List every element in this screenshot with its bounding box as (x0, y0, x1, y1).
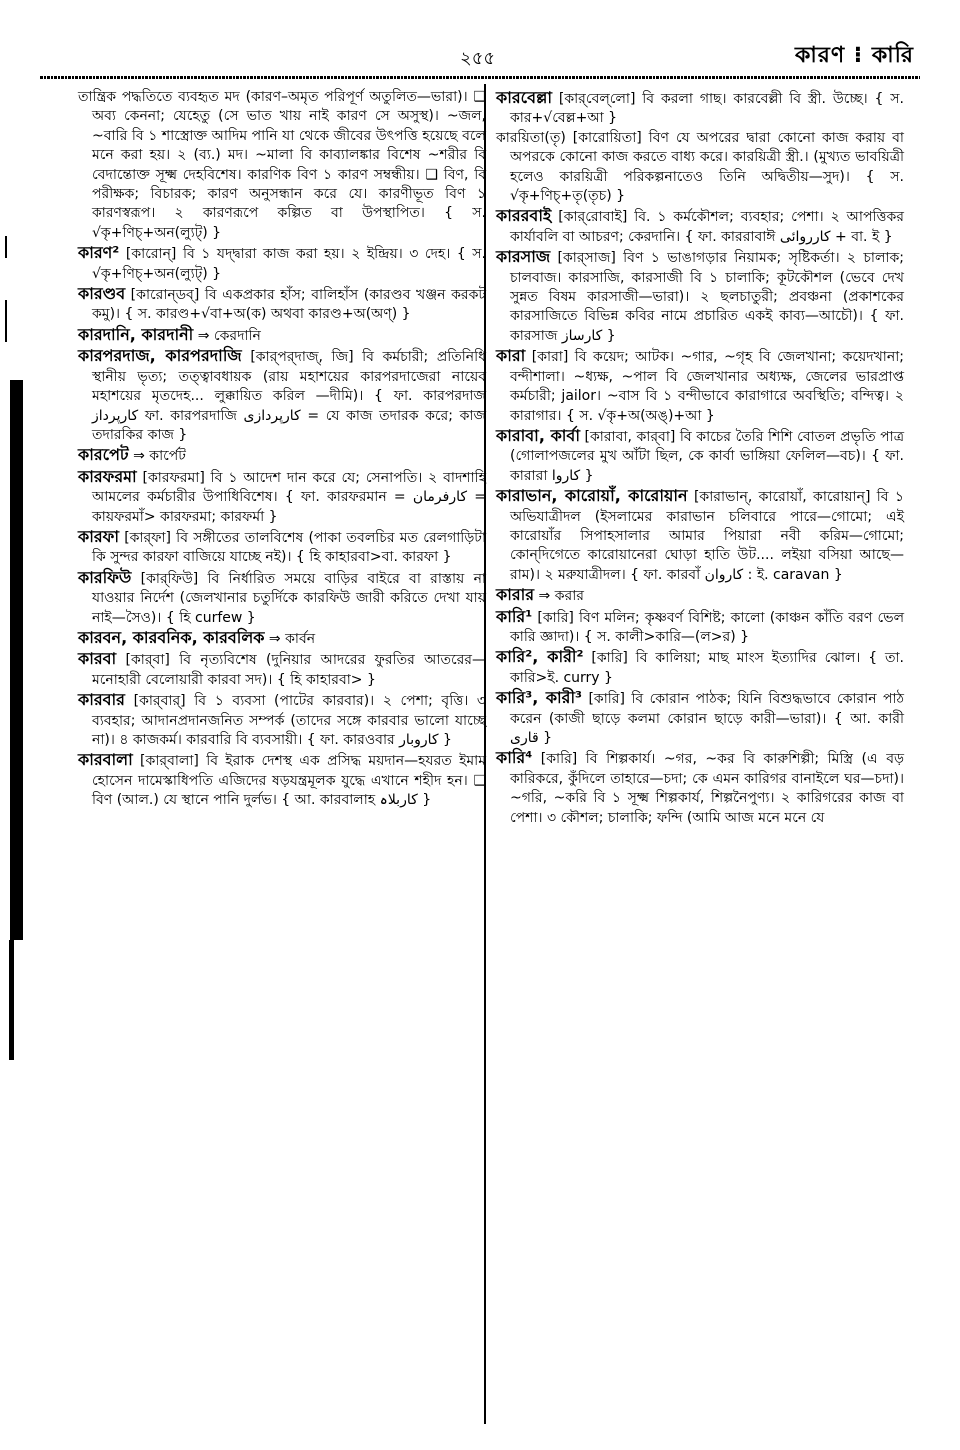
headword: কারবেল্লা (496, 88, 552, 107)
header-rule (40, 76, 920, 79)
right-column (496, 88, 904, 828)
headword: কারণ্ডব (78, 284, 126, 304)
dictionary-entry: কারফিউ [কার্‌ফিউ] বি নির্ধারিত সময়ে বাড়ির বাইরে বা রাস্তায় না যাওয়ার নির্দেশ (জেলখানার চতুর্দিকে কারফিউ জারী করিতে দেখা যায় নাই—সৈও)। { হি curfew } (78, 567, 486, 626)
headword: কারি⁴ (496, 748, 533, 768)
dictionary-entry: কারপেট ⇒ কার্পেট (78, 445, 186, 465)
dictionary-entry: কারয়িতা(তৃ) [কারোয়িতা] বিণ যে অপরের দ্বারা কোনো কাজ করায় বা অপরকে কোনো কাজ করতে বাধ্য করে। কারয়িত্রী স্ত্রী.। (মুখ্যত ভাবয়িত্রী হলেও কারয়িত্রী পরিকল্পনাতেও তিনি অদ্বিতীয়—সুদ)। { স. √কৃ+ণিচ্+তৃ(তৃচ) } (496, 129, 904, 205)
dictionary-entry: কারবালা [কার্‌বালা] বি ইরাক দেশস্থ এক প্রসিদ্ধ ময়দান—হযরত ইমাম হোসেন দামেস্কাধিপতি এজিদের ষড়যন্ত্রমূলক যুদ্ধে এখানে শহীদ হন। ❑ বিণ (আল.) যে স্থানে পানি দুর্লভ। { আ. কারবালাহ کاربلاہ } (78, 750, 486, 809)
headword: কারাবা, কার্বা (496, 425, 580, 445)
headword: কারি³, কারী³ (496, 688, 583, 708)
dictionary-entry: কারবন, কারবনিক, কারবলিক ⇒ কার্বন (78, 627, 316, 647)
dictionary-entry: কারি², কারী² [কারি] বি কালিয়া; মাছ মাংস ইত্যাদির ঝোল। { তা. কারি>ই. curry } (496, 647, 904, 686)
dictionary-entry: কারি¹ [কারি] বিণ মলিন; কৃষ্ণবর্ণ বিশিষ্ট; কালো (কাঞ্চন কাঁতি বরণ ভেল কারি জ্ঞাদা)। { স. কালী>কারি—(ল>র) } (496, 606, 904, 645)
binding-shadow (5, 300, 7, 342)
headword: কাররবাই (496, 206, 552, 226)
dictionary-entry: কারাবা, কার্বা [কারাবা, কার্‌বা] বি কাচের তৈরি শিশি বোতল প্রভৃতি পাত্র (গোলাপজলের মুখ আঁটা ছিল, কে কার্বা ভাঙ্গিয়া ফেলিল—বচ)। { ফা. কারারা کاروا } (496, 425, 904, 484)
dictionary-entry: কারি⁴ [কারি] বি শিল্পকার্য। ~গর, ~কর বি কারুশিল্পী; মিস্ত্রি (এ বড় কারিকরে, কুঁদিলে তাহারে—চদা; কে এমন কারিগর বানাইলে ঘর—চদা)। ~গরি, ~করি বি ১ সূক্ষ্ম শিল্পকার্য, শিল্পনৈপুণ্য। ২ কারিগরের কাজ বা পেশা। ৩ কৌশল; চালাকি; ফন্দি (আমি আজ মনে মনে যে (496, 748, 904, 826)
dictionary-entry: কারণ্ডব [কারোন্‌ডব্] বি একপ্রকার হাঁস; বালিহাঁস (কারণ্ডব খঞ্জন করকট কমু)। { স. কারণ্ড+√বা+অ(ক) অথবা কারণ্ড+অ(অণ্) } (78, 284, 486, 323)
headword: কারণ² (78, 243, 120, 263)
headword: কারপরদাজ, কারপরদাজি (78, 346, 242, 366)
headword: কারাভান, কারোয়াঁ, কারোয়ান (496, 486, 688, 506)
headword: কারফা (78, 526, 119, 546)
headword: কারফিউ (78, 567, 132, 587)
dictionary-entry: কারবেল্লা [কার্‌বেল্‌লো] বি করলা গাছ। কারবেল্লী বি স্ত্রী. উচ্ছে। { স. কার+√বেল্ল+আ } (496, 88, 904, 127)
headword: কারদানি, কারদানী (78, 324, 194, 344)
binding-edge (9, 940, 14, 1060)
headword: কারবার (78, 690, 125, 710)
dictionary-entry: কারার ⇒ করার (496, 585, 584, 605)
headword: কারবন, কারবনিক, কারবলিক (78, 627, 265, 647)
dictionary-entry: কারাভান, কারোয়াঁ, কারোয়ান [কারাভান্, কারোয়াঁ, কারোয়ান্] বি ১ অভিযাত্রীদল (ইসলামের কারাভান চলিবারে পারে—গোমো; এই কারোয়াঁর সিপাহসালার আমার পিয়ারা নবী করিম—গোমো; কোন্‌দিগেতে কারোয়ানেরা ঘোড়া হাতি উট.... লইয়া বসিয়া আছে—রাম)। ২ মরুযাত্রীদল। { ফা. কারবাঁ کاروان : ই. caravan } (496, 486, 904, 583)
headword: কারবা (78, 649, 117, 669)
headword: কারবালা (78, 750, 133, 770)
headword: কারপেট (78, 445, 129, 465)
dictionary-entry: কারবার [কার্‌বার্] বি ১ ব্যবসা (পাটের কারবার)। ২ পেশা; বৃত্তি। ৩ ব্যবহার; আদানপ্রদানজনিত সম্পর্ক (তাদের সঙ্গে কারবার ভালো যাচ্ছে না)। ৪ কাজকর্ম। কারবারি বি ব্যবসায়ী। { ফা. কারওবার کاروبار } (78, 690, 486, 748)
headword: কারি², কারী² (496, 647, 584, 667)
guide-words: কারণ ⁝ কারি (794, 43, 914, 68)
dictionary-entry: কারবা [কার্‌বা] বি নৃত্যবিশেষ (দুনিয়ার আদরের ফুরতির আতরের—মনোহারী বেলোয়ারী কারবা সদ)। { হি কাহারবা> } (78, 649, 486, 688)
dictionary-entry: কারফরমা [কারফরমা] বি ১ আদেশ দান করে যে; সেনাপতি। ২ বাদশাহি আমলের কর্মচারীর উপাধিবিশেষ। { ফা. কারফরমান = کارفرمان = কায়ফরমাঁ> কারফরমা; কারফর্মা } (78, 466, 486, 525)
headword: কারার (496, 585, 535, 605)
dictionary-entry: তান্ত্রিক পদ্ধতিতে ব্যবহৃত মদ (কারণ–অমৃত পরিপূর্ণ অতুলিত—ভারা)। ❑ অব্য কেননা; যেহেতু (সে ভাত খায় নাই কারণ সে অসুস্থ)। ~জল, ~বারি বি ১ শাস্ত্রোক্ত আদিম পানি যা থেকে জীবের উৎপত্তি হয়েছে বলে মনে করা হয়। ২ (ব্য.) মদ। ~মালা বি কাব্যালঙ্কার বিশেষ ~শরীর বি বেদান্তোক্ত সূক্ষ্ম দেহবিশেষ। কারণিক বিণ ১ কারণ সম্বন্ধীয়। ❑ বিণ, বি পরীক্ষক; বিচারক; কারণ অনুসন্ধান করে যে। কারণীভূত বিণ ১ কারণস্বরূপ। ২ কারণরূপে কল্পিত বা উপস্থাপিত। { স. √কৃ+ণিচ্+অন(ল্যুট্) } (78, 89, 486, 241)
headword: কারা (496, 346, 526, 366)
headword: কারি¹ (496, 606, 533, 626)
dictionary-entry: কারণ² [কারোন্] বি ১ যদ্দ্বারা কাজ করা হয়। ২ ইন্দ্রিয়। ৩ দেহ। { স. √কৃ+ণিচ্+অন(ল্যুট্) } (78, 243, 486, 282)
dictionary-entry: কাররবাই [কার্‌রোবাই] বি. ১ কর্মকৌশল; ব্যবহার; পেশা। ২ আপত্তিকর কার্যাবলি বা আচরণ; কেরদানি। { ফা. কাররাবাঈ کارروائی + বা. ই } (496, 206, 904, 245)
binding-edge (10, 380, 23, 940)
binding-shadow (5, 236, 7, 258)
page-number: ২৫৫ (460, 48, 496, 69)
dictionary-entry: কারা [কারা] বি কয়েদ; আটক। ~গার, ~গৃহ বি জেলখানা; কয়েদখানা; বন্দীশালা। ~ধ্যক্ষ, ~পাল বি জেলখানার অধ্যক্ষ, জেলের ভারপ্রাপ্ত কর্মচারী; jailor। ~বাস বি ১ বন্দীভাবে কারাগারে অবস্থিতি; বন্দিত্ব। ২ কারাগার। { স. √কৃ+অ(অঙ্)+আ } (496, 346, 904, 424)
headword: কারসাজ (496, 247, 551, 267)
headword: কারফরমা (78, 466, 137, 486)
dictionary-entry: কারফা [কার্‌ফা] বি সঙ্গীতের তালবিশেষ (পাকা তবলচির মত রেলগাড়িটা কি সুন্দর কারফা বাজিয়ে যাচ্ছে নই)। { হি কাহারবা>বা. কারফা } (78, 526, 486, 566)
dictionary-entry: কারি³, কারী³ [কারি] বি কোরান পাঠক; যিনি বিশুদ্ধভাবে কোরান পাঠ করেন (কাজী ছাড়ে কলমা কোরান ছাড়ে কারী—ভারা)। { আ. কারী قاری } (496, 688, 905, 746)
dictionary-entry: কারপরদাজ, কারপরদাজি [কার্‌পর্‌দাজ্, জি] বি কর্মচারী; প্রতিনিধি স্থানীয় ভৃত্য; তত্ত্বাবধায়ক (রায় মহাশয়ের কারপরদাজেরা নায়েব মহাশয়ের মৃতদেহ... লুক্কায়িত করিল —দীমি)। { ফা. কারপরদাজ کارپرداز ফা. কারপরদাজি کارپردازی = যে কাজ তদারক করে; কাজ তদারকির কাজ } (78, 346, 486, 443)
dictionary-entry: কারদানি, কারদানী ⇒ কেরদানি (78, 324, 261, 344)
dictionary-entry: কারসাজ [কার্‌সাজ] বিণ ১ ভাঙাগড়ার নিয়ামক; সৃষ্টিকর্তা। ২ চালাক; চালবাজ। কারসাজি, কারসাজী বি ১ চালাকি; কূটকৌশল (ভেবে দেখ সুন্নত বিষম কারসাজী—ভারা)। ২ ছলচাতুরী; প্রবঞ্চনা (প্রকাশকের কারসাজিতে বিভিন্ন কবির নামে প্রচারিত একই কাব্য—আচৌ)। { ফা. কারসাজ کارساز } (496, 247, 904, 344)
left-column (78, 88, 486, 811)
